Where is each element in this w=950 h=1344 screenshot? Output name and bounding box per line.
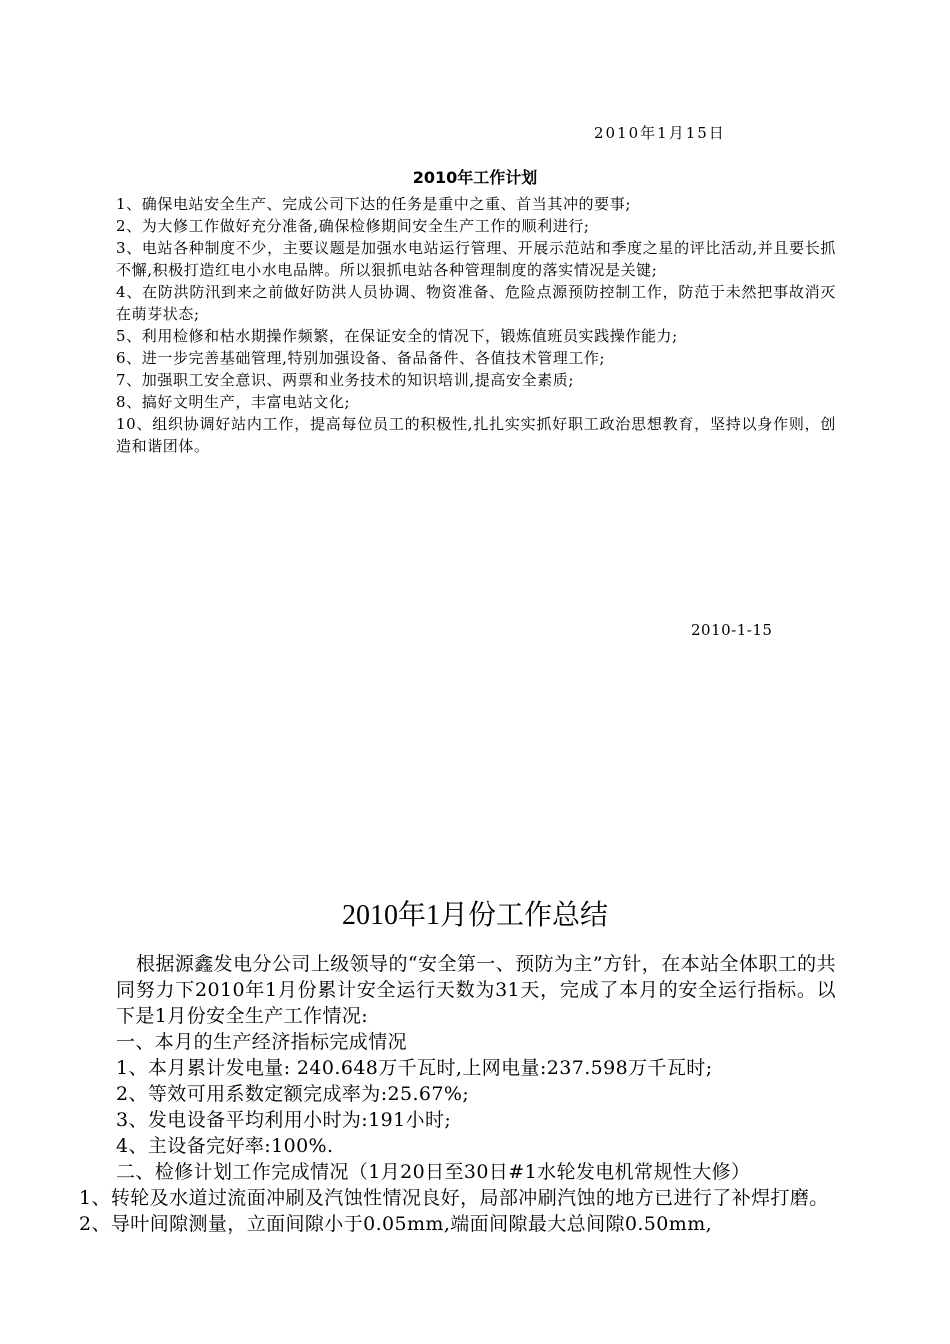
section1-item: 2、等效可用系数定额完成率为:25.67%; [116, 1083, 470, 1105]
plan-item: 1、确保电站安全生产、完成公司下达的任务是重中之重、首当其冲的要事; [116, 195, 632, 213]
plan-item: 4、在防洪防汛到来之前做好防洪人员协调、物资准备、危险点源预防控制工作，防范于未然把事故消灭在萌芽状态; [116, 283, 836, 323]
section1-item: 4、主设备完好率:100%. [116, 1135, 334, 1157]
plan-date: 2010-1-15 [691, 621, 773, 639]
plan-item: 8、搞好文明生产，丰富电站文化; [116, 393, 351, 411]
header-date: 2010年1月15日 [594, 124, 726, 142]
section1-item: 3、发电设备平均利用小时为:191小时; [116, 1109, 452, 1131]
plan-title: 2010年工作计划 [412, 168, 538, 187]
section2-item: 1、转轮及水道过流面冲刷及汽蚀性情况良好，局部冲刷汽蚀的地方已进行了补焊打磨。 [79, 1187, 829, 1209]
plan-item: 5、利用检修和枯水期操作频繁，在保证安全的情况下，锻炼值班员实践操作能力; [116, 327, 678, 345]
plan-item: 3、电站各种制度不少，主要议题是加强水电站运行管理、开展示范站和季度之星的评比活动,并且要长抓不懈,积极打造红电小水电品牌。所以狠抓电站各种管理制度的落实情况是关键; [116, 239, 836, 279]
summary-body [79, 951, 836, 1237]
plan-item: 6、进一步完善基础管理,特别加强设备、备品备件、各值技术管理工作; [116, 349, 606, 367]
plan-item: 7、加强职工安全意识、两票和业务技术的知识培训,提高安全素质; [116, 371, 574, 389]
section1-heading: 一、本月的生产经济指标完成情况 [116, 1031, 408, 1053]
section2-heading: 二、检修计划工作完成情况（1月20日至30日#1水轮发电机常规性大修） [116, 1161, 751, 1183]
plan-list [116, 193, 836, 457]
section2-item: 2、导叶间隙测量，立面间隙小于0.05mm,端面间隙最大总间隙0.50mm, [79, 1213, 713, 1235]
summary-title: 2010年1月份工作总结 [341, 900, 608, 931]
plan-item: 10、组织协调好站内工作，提高每位员工的积极性,扎扎实实抓好职工政治思想教育，坚持以身作则，创造和谐团体。 [116, 415, 836, 455]
summary-intro: 根据源鑫发电分公司上级领导的“安全第一、预防为主”方针，在本站全体职工的共同努力下2010年1月份累计安全运行天数为31天，完成了本月的安全运行指标。以下是1月份安全生产工作情况: [116, 953, 836, 1027]
plan-item: 2、为大修工作做好充分准备,确保检修期间安全生产工作的顺利进行; [116, 217, 590, 235]
section1-item: 1、本月累计发电量: 240.648万千瓦时,上网电量:237.598万千瓦时; [116, 1057, 713, 1079]
